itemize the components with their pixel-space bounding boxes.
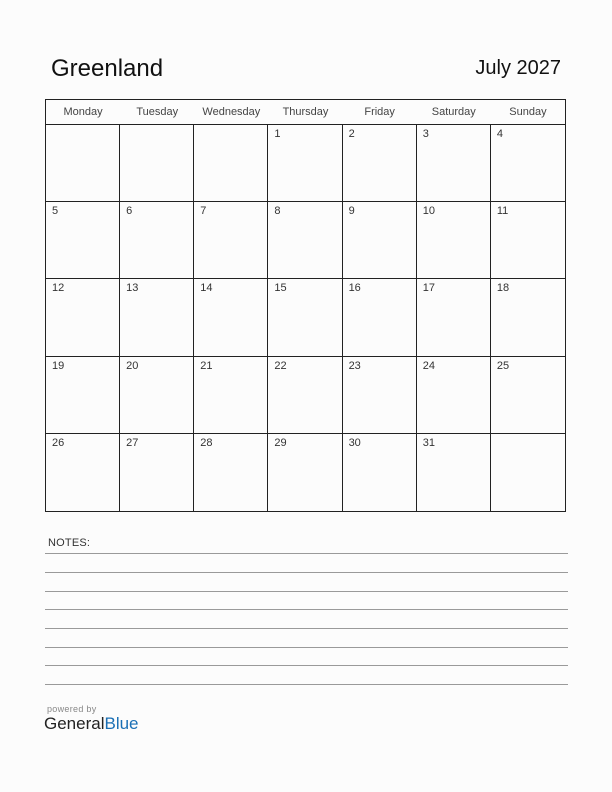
- day-number: 31: [422, 436, 435, 449]
- day-number: 20: [126, 359, 139, 372]
- day-number: 24: [422, 359, 435, 372]
- note-line: [45, 665, 568, 666]
- day-number: 30: [348, 436, 361, 449]
- day-cell: [491, 357, 565, 434]
- day-cell: [268, 434, 342, 511]
- day-cell: [417, 279, 491, 356]
- notes-label: NOTES:: [48, 537, 91, 549]
- day-number: 3: [422, 128, 429, 140]
- day-number: 13: [126, 282, 139, 295]
- note-line: [45, 628, 568, 629]
- day-number: 14: [200, 282, 213, 295]
- day-number: 10: [422, 205, 435, 218]
- day-cell: [268, 357, 342, 434]
- day-number: 27: [126, 436, 139, 449]
- brand-general: General: [44, 714, 105, 733]
- day-number: 19: [52, 359, 65, 372]
- day-cell: [491, 202, 565, 279]
- day-cell: [194, 279, 268, 356]
- calendar-country-title: Greenland: [51, 55, 164, 82]
- note-line: [45, 553, 568, 554]
- calendar-table: [45, 99, 566, 512]
- day-number: 12: [52, 282, 65, 295]
- powered-by-text: powered by: [47, 704, 97, 714]
- weekday-header: Tuesday: [136, 106, 179, 118]
- day-cell: [343, 357, 417, 434]
- day-number: 8: [274, 205, 281, 218]
- day-number: 25: [496, 359, 510, 372]
- day-cell: [194, 202, 268, 279]
- day-cell: [343, 202, 417, 279]
- day-cell: [194, 357, 268, 434]
- day-cell: [491, 125, 565, 202]
- day-cell: [343, 125, 417, 202]
- day-cell: [194, 434, 268, 511]
- note-line: [45, 572, 568, 573]
- day-number: 21: [200, 359, 213, 372]
- day-number: 18: [496, 282, 510, 295]
- note-line: [45, 684, 568, 685]
- day-number: 1: [274, 128, 281, 140]
- day-cell: [120, 434, 194, 511]
- brand-blue: Blue: [104, 714, 139, 733]
- day-cell: [417, 202, 491, 279]
- day-cell: [46, 125, 120, 202]
- day-number: 6: [126, 205, 133, 218]
- weekday-header: Monday: [63, 106, 103, 118]
- note-line: [45, 609, 568, 610]
- weekday-header: Wednesday: [202, 106, 261, 118]
- day-number: 28: [200, 436, 213, 449]
- weekday-header-row: [46, 100, 565, 125]
- day-number: 16: [348, 282, 361, 295]
- weekday-header: Saturday: [431, 106, 476, 118]
- day-cell: [120, 202, 194, 279]
- day-cell: [491, 279, 565, 356]
- weekday-header: Friday: [364, 106, 395, 118]
- day-number: 29: [274, 436, 287, 449]
- day-number: 15: [274, 282, 287, 295]
- day-number: 26: [52, 436, 65, 449]
- day-cell: [194, 125, 268, 202]
- day-cell: [268, 202, 342, 279]
- day-cell: [417, 125, 491, 202]
- day-number: 17: [422, 282, 435, 295]
- generalblue-logo: [44, 704, 139, 734]
- note-line: [45, 591, 568, 592]
- day-cell: [120, 357, 194, 434]
- day-number: 4: [496, 128, 503, 140]
- day-number: 9: [348, 205, 355, 218]
- day-number: 22: [274, 359, 287, 372]
- weekday-header: Thursday: [282, 106, 329, 118]
- day-cell: [46, 434, 120, 511]
- brand-name: [44, 714, 139, 734]
- weekday-header: Sunday: [509, 106, 547, 118]
- day-number: 7: [200, 205, 207, 218]
- day-cell: [343, 279, 417, 356]
- day-cell: [46, 279, 120, 356]
- day-number: 23: [348, 359, 361, 372]
- day-cell: [120, 279, 194, 356]
- day-cell: [417, 434, 491, 511]
- calendar-day-grid: [46, 125, 565, 511]
- day-number: 5: [52, 205, 59, 218]
- day-cell: [268, 125, 342, 202]
- note-line: [45, 647, 568, 648]
- day-number: 2: [348, 128, 355, 140]
- day-cell: [120, 125, 194, 202]
- day-number: 11: [496, 205, 509, 218]
- calendar-month-title: July 2027: [475, 57, 561, 79]
- day-cell: [46, 357, 120, 434]
- day-cell: [46, 202, 120, 279]
- day-cell: [417, 357, 491, 434]
- day-cell: [268, 279, 342, 356]
- day-cell: [491, 434, 565, 511]
- day-cell: [343, 434, 417, 511]
